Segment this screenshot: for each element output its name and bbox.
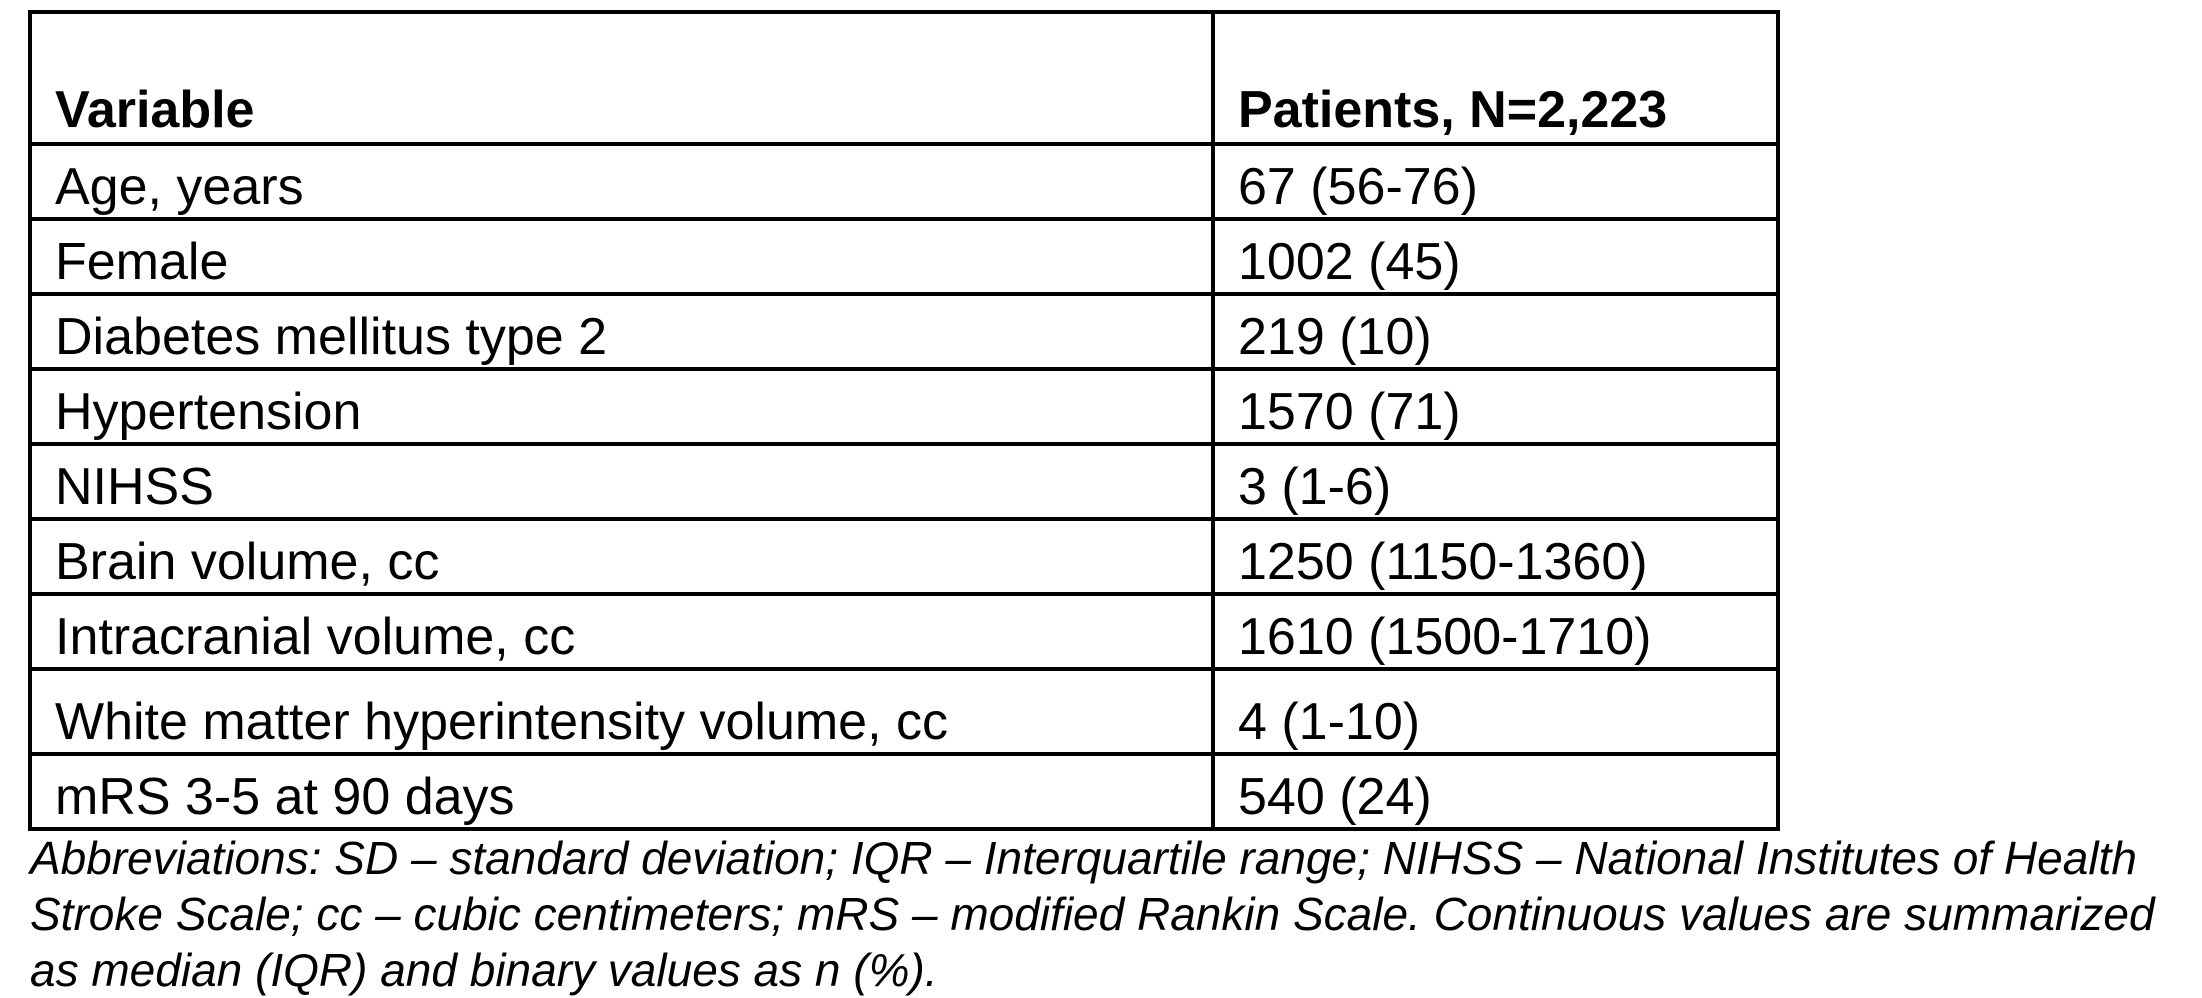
value-cell: 219 (10): [1213, 294, 1778, 369]
table-row: [30, 519, 1778, 594]
header-variable: Variable: [30, 12, 1213, 144]
value-cell: 540 (24): [1213, 754, 1778, 829]
value-cell: 1002 (45): [1213, 219, 1778, 294]
table-row: [30, 594, 1778, 669]
value-cell: 4 (1-10): [1213, 669, 1778, 754]
variable-cell: Intracranial volume, cc: [30, 594, 1213, 669]
value-cell: 67 (56-76): [1213, 144, 1778, 219]
table-footnote: Abbreviations: SD – standard deviation; IQR – Interquartile range; NIHSS – National Institutes of Health Stroke Scale; cc – cubic centimeters; mRS – modified Rankin Scale. Continuous values are summarized as median (IQR) and binary values as n (%).: [30, 832, 2155, 996]
table-header-row: [30, 12, 1778, 144]
table-row: [30, 669, 1778, 754]
table-row: [30, 754, 1778, 829]
variable-cell: Hypertension: [30, 369, 1213, 444]
table-row: [30, 369, 1778, 444]
table-row: [30, 294, 1778, 369]
value-cell: 3 (1-6): [1213, 444, 1778, 519]
variable-cell: Female: [30, 219, 1213, 294]
header-patients: Patients, N=2,223: [1213, 12, 1778, 144]
variable-cell: NIHSS: [30, 444, 1213, 519]
table-row: [30, 144, 1778, 219]
table-row: [30, 219, 1778, 294]
value-cell: 1610 (1500-1710): [1213, 594, 1778, 669]
variable-cell: White matter hyperintensity volume, cc: [30, 669, 1213, 754]
characteristics-table: [28, 10, 1780, 831]
variable-cell: mRS 3-5 at 90 days: [30, 754, 1213, 829]
value-cell: 1250 (1150-1360): [1213, 519, 1778, 594]
variable-cell: Age, years: [30, 144, 1213, 219]
variable-cell: Diabetes mellitus type 2: [30, 294, 1213, 369]
characteristics-table-container: [28, 10, 1780, 831]
value-cell: 1570 (71): [1213, 369, 1778, 444]
variable-cell: Brain volume, cc: [30, 519, 1213, 594]
table-row: [30, 444, 1778, 519]
